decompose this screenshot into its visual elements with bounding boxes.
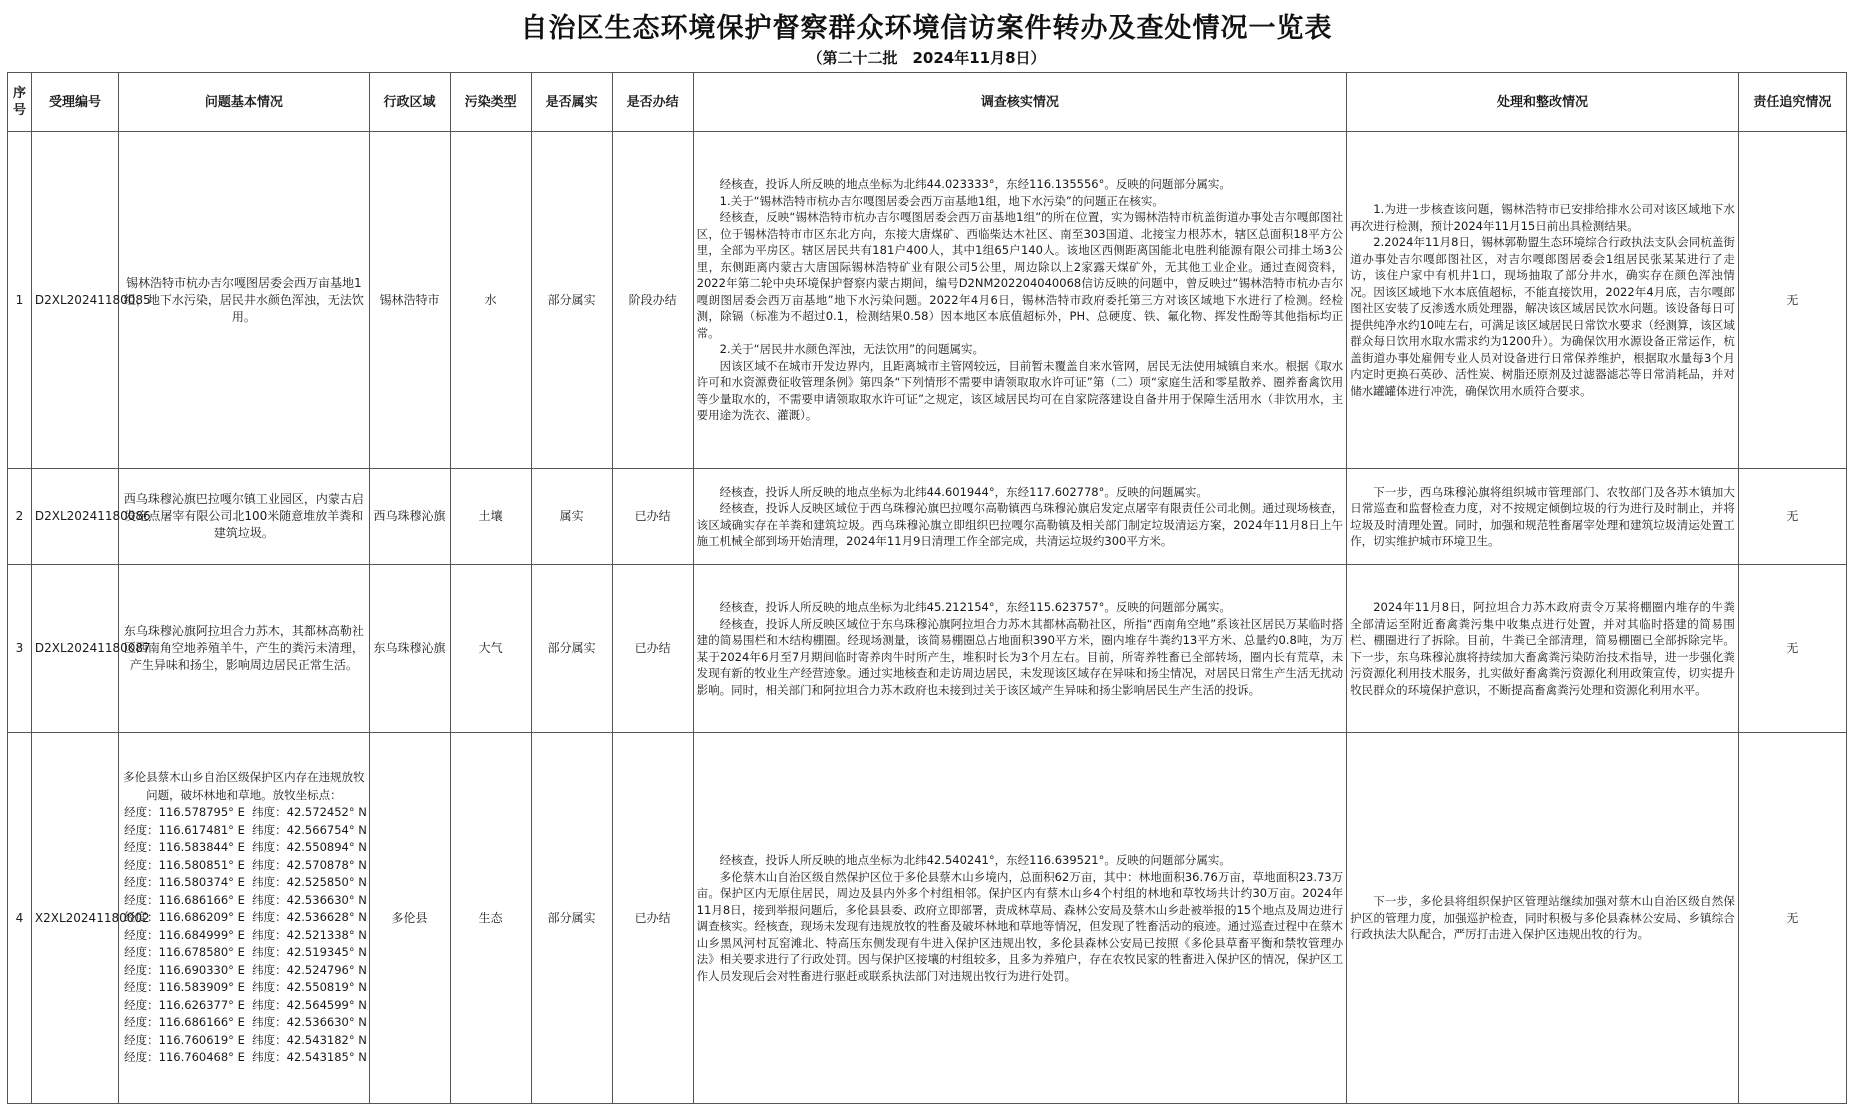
row-region: 西乌珠穆沁旗 [369, 469, 450, 565]
row-accountability: 无 [1738, 733, 1846, 1104]
row-no: 2 [8, 469, 32, 565]
row-type: 大气 [450, 565, 531, 733]
row-accountability: 无 [1738, 132, 1846, 469]
table-row [8, 132, 1847, 469]
row-truth: 部分属实 [531, 132, 612, 469]
coordinate-line: 经度：116.684999° E 纬度：42.521338° N [124, 927, 367, 942]
row-code: D2XL20241180087 [31, 565, 118, 733]
row-investigation [693, 733, 1347, 1104]
row-investigation [693, 469, 1347, 565]
row-region: 锡林浩特市 [369, 132, 450, 469]
investigation-paragraph: 经核查，投诉人反映区域位于西乌珠穆沁旗巴拉嘎尔高勒镇西乌珠穆沁旗启发定点屠宰有限责任公司北侧。通过现场核查，该区域确实存在羊粪和建筑垃圾。西乌珠穆沁旗立即组织巴拉嘎尔高勒镇及相关部门制定垃圾清运方案，2024年11月8日上午施工机械全部到场开始清理，2024年11月9日清理工作全部完成，共清运垃圾约300平方米。 [696, 501, 1344, 548]
row-accountability: 无 [1738, 469, 1846, 565]
coordinate-line: 经度：116.760619° E 纬度：42.543182° N [124, 1032, 367, 1047]
handling-paragraph: 2024年11月8日，阿拉坦合力苏木政府责令万某将棚圈内堆存的牛粪全部清运至附近畜禽粪污集中收集点进行处置，并对其临时搭建的简易围栏、棚圈进行了拆除。目前，牛粪已全部清理，简易棚圈已全部拆除完毕。下一步，东乌珠穆沁旗将持续加大畜禽粪污染防治技术指导，进一步强化粪污资源化利用技术服务，扎实做好畜禽粪污资源化利用政策宣传，切实提升牧民群众的环境保护意识，不断提高畜禽粪污处理和资源化利用水平。 [1350, 600, 1735, 697]
coordinate-line: 经度：116.686166° E 纬度：42.536630° N [124, 892, 367, 907]
header-investigation: 调查核实情况 [693, 73, 1347, 132]
row-issue: 西乌珠穆沁旗巴拉嘎尔镇工业园区，内蒙古启发定点屠宰有限公司北100米随意堆放羊粪和建筑垃圾。 [119, 469, 369, 565]
table-header-row [8, 73, 1847, 132]
row-done: 阶段办结 [612, 132, 693, 469]
row-region: 多伦县 [369, 733, 450, 1104]
coordinate-line: 经度：116.686166° E 纬度：42.536630° N [124, 1015, 367, 1030]
row-type: 土壤 [450, 469, 531, 565]
row-handling [1347, 733, 1739, 1104]
row-accountability: 无 [1738, 565, 1846, 733]
row-handling [1347, 565, 1739, 733]
row-type: 生态 [450, 733, 531, 1104]
coordinate-line: 经度：116.583909° E 纬度：42.550819° N [124, 980, 367, 995]
header-done: 是否办结 [612, 73, 693, 132]
header-type: 污染类型 [450, 73, 531, 132]
issue-paragraph: 多伦县蔡木山乡自治区级保护区内存在违规放牧问题，破坏林地和草地。放牧坐标点： [123, 770, 365, 802]
row-handling [1347, 132, 1739, 469]
row-code: D2XL20241180085 [31, 132, 118, 469]
table-row [8, 733, 1847, 1104]
investigation-paragraph: 1.关于“锡林浩特市杭办吉尔嘎图居委会西万亩基地1组，地下水污染”的问题正在核实。 [719, 193, 1164, 208]
header-code: 受理编号 [31, 73, 118, 132]
coordinate-line: 经度：116.686209° E 纬度：42.536628° N [124, 910, 367, 925]
row-code: D2XL20241180086 [31, 469, 118, 565]
header-accountability: 责任追究情况 [1738, 73, 1846, 132]
header-handling: 处理和整改情况 [1347, 73, 1739, 132]
header-issue: 问题基本情况 [119, 73, 369, 132]
row-investigation [693, 565, 1347, 733]
row-handling [1347, 469, 1739, 565]
row-no: 4 [8, 733, 32, 1104]
header-region: 行政区域 [369, 73, 450, 132]
handling-paragraph: 2.2024年11月8日，锡林郭勒盟生态环境综合行政执法支队会同杭盖街道办事处吉尔嘎郎图社区，对吉尔嘎郎图居委会1组居民张某某进行了走访，该住户家中有机井1口，现场抽取了部分井水，确实存在颜色浑浊情况。因该区域地下水本底值超标，不能直接饮用，2022年4月底，吉尔嘎郎图社区安装了反渗透水质处理器，解决该区域居民饮水问题。该设备每日可提供纯净水约10吨左右，可满足该区域居民日常饮水要求（经测算，该区域群众每日饮用水取水需求约为1200升）。为确保饮用水源设备正常运作，杭盖街道办事处雇佣专业人员对设备进行日常保养维护，根据取水量每3个月内定时更换石英砂、活性炭、树脂还原剂及过滤器滤芯等日常消耗品，并对储水罐罐体进行冲洗，确保饮用水质符合要求。 [1350, 235, 1735, 398]
row-truth: 部分属实 [531, 733, 612, 1104]
row-truth: 部分属实 [531, 565, 612, 733]
row-code: X2XL20241180002 [31, 733, 118, 1104]
investigation-paragraph: 因该区域不在城市开发边界内，且距离城市主管网较远，目前暂未覆盖自来水管网，居民无法使用城镇自来水。根据《取水许可和水资源费征收管理条例》第四条“下列情形不需要申请领取取水许可证”第（二）项“家庭生活和零星散养、圈养畜禽饮用等少量取水的，不需要申请领取取水许可证”之规定，该区域居民均可在自家院落建设自备井用于保障生活用水（非饮用水，主要用途为洗衣、灌溉）。 [696, 358, 1344, 423]
header-no: 序号 [8, 73, 32, 132]
row-type: 水 [450, 132, 531, 469]
investigation-paragraph: 经核查，投诉人所反映的地点坐标为北纬44.601944°，东经117.602778°。反映的问题属实。 [719, 484, 1208, 499]
coordinate-line: 经度：116.617481° E 纬度：42.566754° N [124, 822, 367, 837]
row-region: 东乌珠穆沁旗 [369, 565, 450, 733]
table-row [8, 469, 1847, 565]
coordinate-line: 经度：116.760468° E 纬度：42.543185° N [124, 1050, 367, 1065]
handling-paragraph: 1.为进一步核查该问题，锡林浩特市已安排给排水公司对该区域地下水再次进行检测，预计2024年11月15日前出具检测结果。 [1350, 202, 1735, 233]
header-truth: 是否属实 [531, 73, 612, 132]
row-issue: 锡林浩特市杭办吉尔嘎图居委会西万亩基地1组，地下水污染，居民井水颜色浑浊，无法饮用。 [119, 132, 369, 469]
row-issue: 东乌珠穆沁旗阿拉坦合力苏木，其都林高勒社区西南角空地养殖羊牛，产生的粪污未清理，产生异味和扬尘，影响周边居民正常生活。 [119, 565, 369, 733]
row-done: 已办结 [612, 733, 693, 1104]
investigation-paragraph: 经核查，反映“锡林浩特市杭办吉尔嘎图居委会西万亩基地1组”的所在位置，实为锡林浩特市杭盖街道办事处吉尔嘎郎图社区，位于锡林浩特市市区东北方向，东接大唐煤矿、西临柴达木社区、南至303国道、北接宝力根苏木，辖区总面积18平方公里，全部为平房区。辖区居民共有181户400人，其中1组65户140人。该地区西侧距离国能北电胜利能源有限公司排土场3公里，东侧距离内蒙古大唐国际锡林浩特矿业有限公司5公里，周边除以上2家露天煤矿外，无其他工业企业。通过查阅资料，2022年第二轮中央环境保护督察内蒙古期间，编号D2NM202204040068信访反映的问题中，曾反映过“锡林浩特市杭办吉尔嘎朗图居委会西万亩基地”地下水污染问题。2022年4月6日，锡林浩特市政府委托第三方对该区域地下水进行了检测。经检测，除镉（标准为不超过0.1，检测结果0.58）因本地区本底值超标外，PH、总硬度、铁、氟化物、挥发性酚等其他指标均正常。 [696, 210, 1344, 340]
handling-paragraph: 下一步，西乌珠穆沁旗将组织城市管理部门、农牧部门及各苏木镇加大日常巡查和监督检查力度，对不按规定倾倒垃圾的行为进行及时制止，并将垃圾及时清理处置。同时，加强和规范牲畜屠宰处理和建筑垃圾清运处置工作，切实维护城市环境卫生。 [1350, 484, 1735, 548]
row-done: 已办结 [612, 565, 693, 733]
coordinate-line: 经度：116.678580° E 纬度：42.519345° N [124, 945, 367, 960]
row-no: 3 [8, 565, 32, 733]
case-table [7, 72, 1847, 1104]
row-issue [119, 733, 369, 1104]
coordinate-line: 经度：116.583844° E 纬度：42.550894° N [124, 840, 367, 855]
row-done: 已办结 [612, 469, 693, 565]
coordinate-line: 经度：116.580374° E 纬度：42.525850° N [124, 875, 367, 890]
row-truth: 属实 [531, 469, 612, 565]
coordinate-line: 经度：116.580851° E 纬度：42.570878° N [124, 857, 367, 872]
table-row [8, 565, 1847, 733]
handling-paragraph: 下一步，多伦县将组织保护区管理站继续加强对蔡木山自治区级自然保护区的管理力度，加强巡护检查，同时积极与多伦县森林公安局、乡镇综合行政执法大队配合，严厉打击进入保护区违规出牧的行为。 [1350, 894, 1735, 942]
investigation-paragraph: 经核查，投诉人所反映的地点坐标为北纬45.212154°，东经115.623757°。反映的问题部分属实。 [719, 600, 1231, 614]
coordinate-line: 经度：116.626377° E 纬度：42.564599° N [124, 997, 367, 1012]
page-title: 自治区生态环境保护督察群众环境信访案件转办及查处情况一览表 [520, 13, 1333, 44]
investigation-paragraph: 经核查，投诉人所反映的地点坐标为北纬42.540241°，东经116.639521°。反映的问题部分属实。 [719, 853, 1231, 867]
page-subtitle: （第二十二批 2024年11月8日） [807, 49, 1046, 67]
row-investigation [693, 132, 1347, 469]
investigation-paragraph: 2.关于“居民井水颜色浑浊，无法饮用”的问题属实。 [719, 342, 985, 357]
investigation-paragraph: 经核查，投诉人所反映的地点坐标为北纬44.023333°，东经116.135556°。反映的问题部分属实。 [719, 177, 1231, 192]
coordinate-line: 经度：116.578795° E 纬度：42.572452° N [124, 805, 367, 820]
investigation-paragraph: 多伦蔡木山自治区级自然保护区位于多伦县蔡木山乡境内，总面积62万亩，其中：林地面积36.76万亩，草地面积23.73万亩。保护区内无原住居民，周边及县内外多个村组相邻。保护区内有蔡木山乡4个村组的林地和草牧场共计约30万亩。2024年11月8日，接到举报问题后，多伦县县委、政府立即部署，责成林草局、森林公安局及蔡木山乡赴被举报的15个地点及周边进行调查核实。经核查，现场未发现有违规放牧的牲畜及破坏林地和草地等情况，但发现了牲畜活动的痕迹。通过巡查过程中在蔡木山乡黑风河村瓦窑滩北、特高压东侧发现有牛进入保护区违规出牧，多伦县森林公安局已按照《多伦县草畜平衡和禁牧管理办法》相关要求进行了行政处罚。因与保护区接壤的村组较多，且多为养殖户，存在农牧民家的牲畜进入保护区的情况，保护区工作人员发现后会对牲畜进行驱赶或联系执法部门对违规出牧行为进行处罚。 [696, 869, 1344, 983]
row-no: 1 [8, 132, 32, 469]
coordinate-line: 经度：116.690330° E 纬度：42.524796° N [124, 962, 367, 977]
investigation-paragraph: 经核查，投诉人所反映区域位于东乌珠穆沁旗阿拉坦合力苏木其都林高勒社区，所指“西南角空地”系该社区居民万某临时搭建的简易围栏和木结构棚圈。经现场测量，该简易棚圈总占地面积390平方米，圈内堆存牛粪约13平方米、总量约0.8吨，为万某于2024年6月至7月期间临时寄养肉牛时所产生，堆积时长为3个月左右。目前，所寄养牲畜已全部转场，圈内长有荒草，未发现有新的牧业生产经营迹象。通过实地核查和走访周边居民，未发现该区域存在异味和扬尘情况，对居民日常生产生活无扰动影响。同时，相关部门和阿拉坦合力苏木政府也未接到过关于该区域产生异味和扬尘影响居民生产生活的投诉。 [696, 616, 1344, 697]
